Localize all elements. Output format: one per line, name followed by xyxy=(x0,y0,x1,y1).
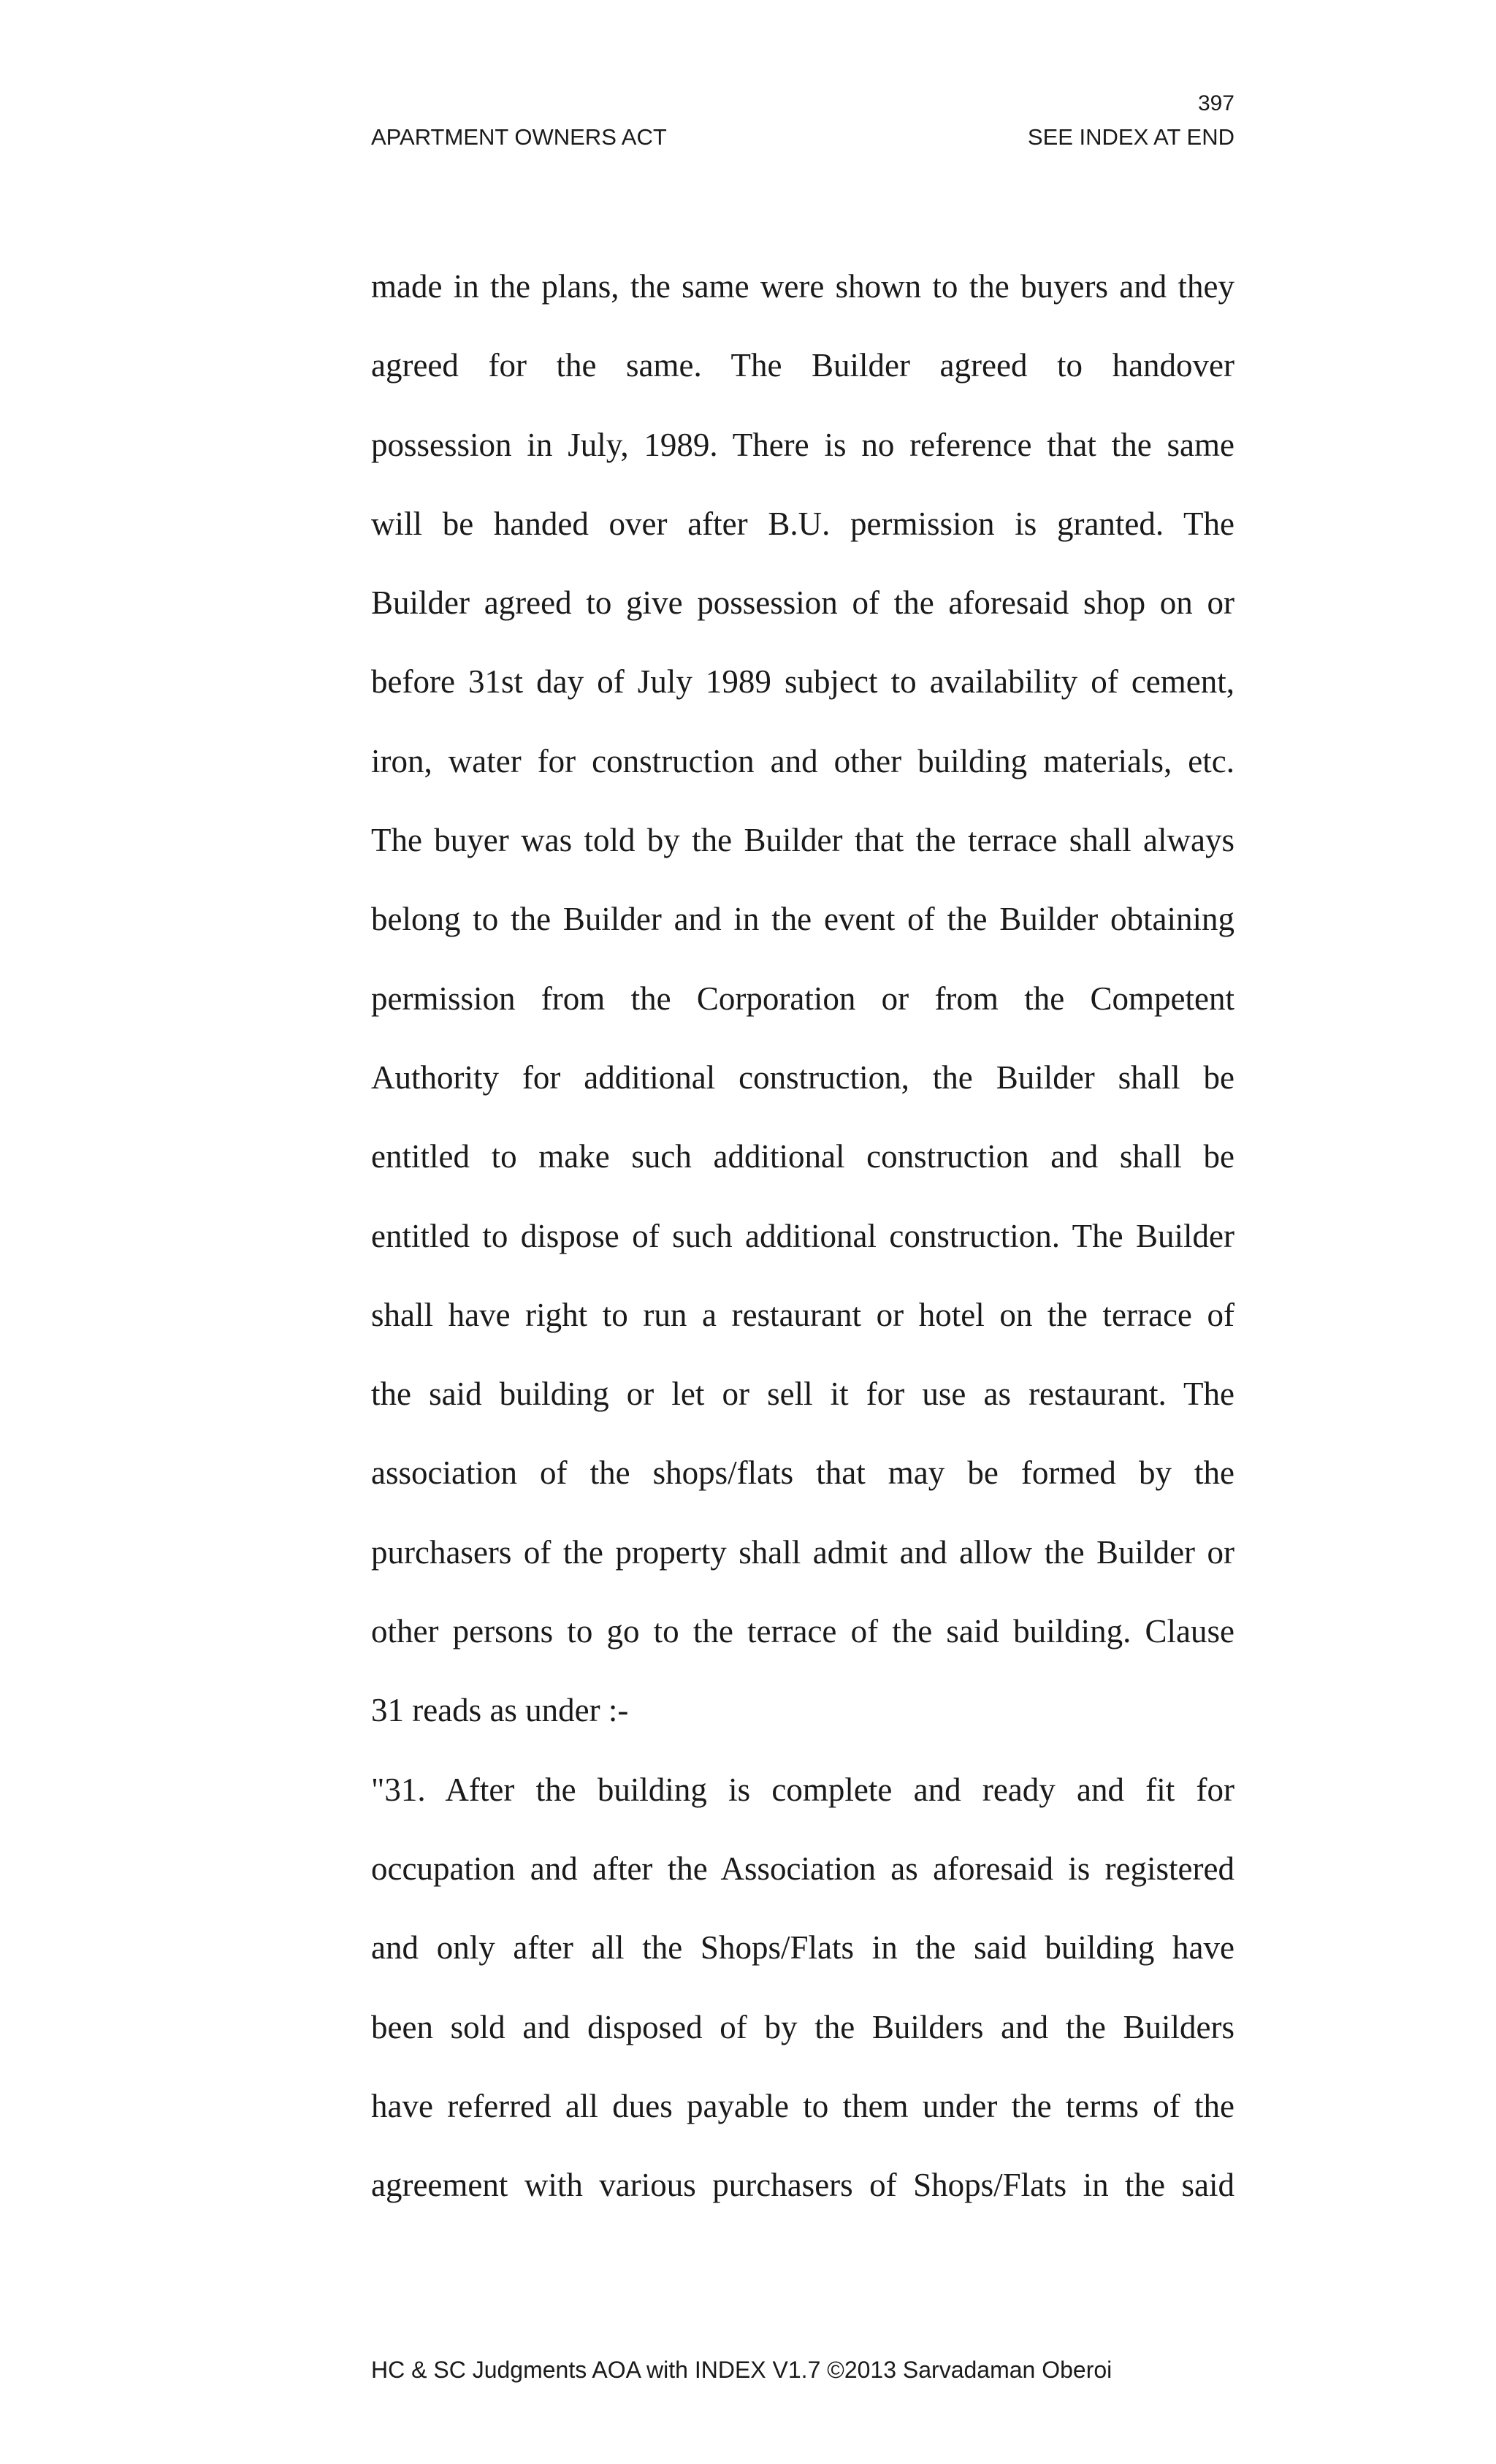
text-line: entitled to make such additional construction and shall be xyxy=(371,1138,1234,1175)
header-title: APARTMENT OWNERS ACT xyxy=(371,124,667,150)
text-line: The buyer was told by the Builder that the terrace shall always xyxy=(371,822,1234,859)
text-line: before 31st day of July 1989 subject to availability of cement, xyxy=(371,663,1234,701)
quoted-text-line: and only after all the Shops/Flats in the said building have xyxy=(371,1929,1234,1967)
header-index-note: SEE INDEX AT END xyxy=(1027,124,1234,150)
text-line: other persons to go to the terrace of the said building. Clause xyxy=(371,1613,1234,1650)
quoted-text-line: occupation and after the Association as aforesaid is registered xyxy=(371,1850,1234,1887)
page-number: 397 xyxy=(1197,91,1234,115)
text-line: permission from the Corporation or from the Competent xyxy=(371,980,1234,1017)
body-text xyxy=(371,257,1234,2235)
text-line: possession in July, 1989. There is no reference that the same xyxy=(371,426,1234,463)
text-line: made in the plans, the same were shown to the buyers and they xyxy=(371,268,1234,305)
text-line: iron, water for construction and other building materials, etc. xyxy=(371,742,1234,779)
text-line: the said building or let or sell it for use as restaurant. The xyxy=(371,1376,1234,1413)
text-line: Builder agreed to give possession of the aforesaid shop on or xyxy=(371,584,1234,622)
text-line: shall have right to run a restaurant or hotel on the terrace of xyxy=(371,1296,1234,1333)
quoted-text-line: been sold and disposed of by the Builders and the Builders xyxy=(371,2008,1234,2045)
text-line: will be handed over after B.U. permission is granted. The xyxy=(371,505,1234,542)
running-header xyxy=(371,121,1234,153)
text-line: Authority for additional construction, the Builder shall be xyxy=(371,1059,1234,1096)
quoted-text-line: have referred all dues payable to them under the terms of the xyxy=(371,2087,1234,2124)
quoted-text-line: "31. After the building is complete and ready and fit for xyxy=(371,1771,1234,1808)
text-line: agreed for the same. The Builder agreed to handover xyxy=(371,347,1234,384)
text-line: purchasers of the property shall admit and allow the Builder or xyxy=(371,1533,1234,1571)
text-line: association of the shops/flats that may be formed by the xyxy=(371,1454,1234,1492)
text-line: 31 reads as under :- xyxy=(371,1692,629,1729)
text-line: entitled to dispose of such additional construction. The Builder xyxy=(371,1217,1234,1254)
text-line: belong to the Builder and in the event of the Builder obtaining xyxy=(371,901,1234,938)
page-footer: HC & SC Judgments AOA with INDEX V1.7 ©2013 Sarvadaman Oberoi xyxy=(371,2357,1113,2383)
quoted-text-line: agreement with various purchasers of Shops/Flats in the said xyxy=(371,2167,1234,2204)
